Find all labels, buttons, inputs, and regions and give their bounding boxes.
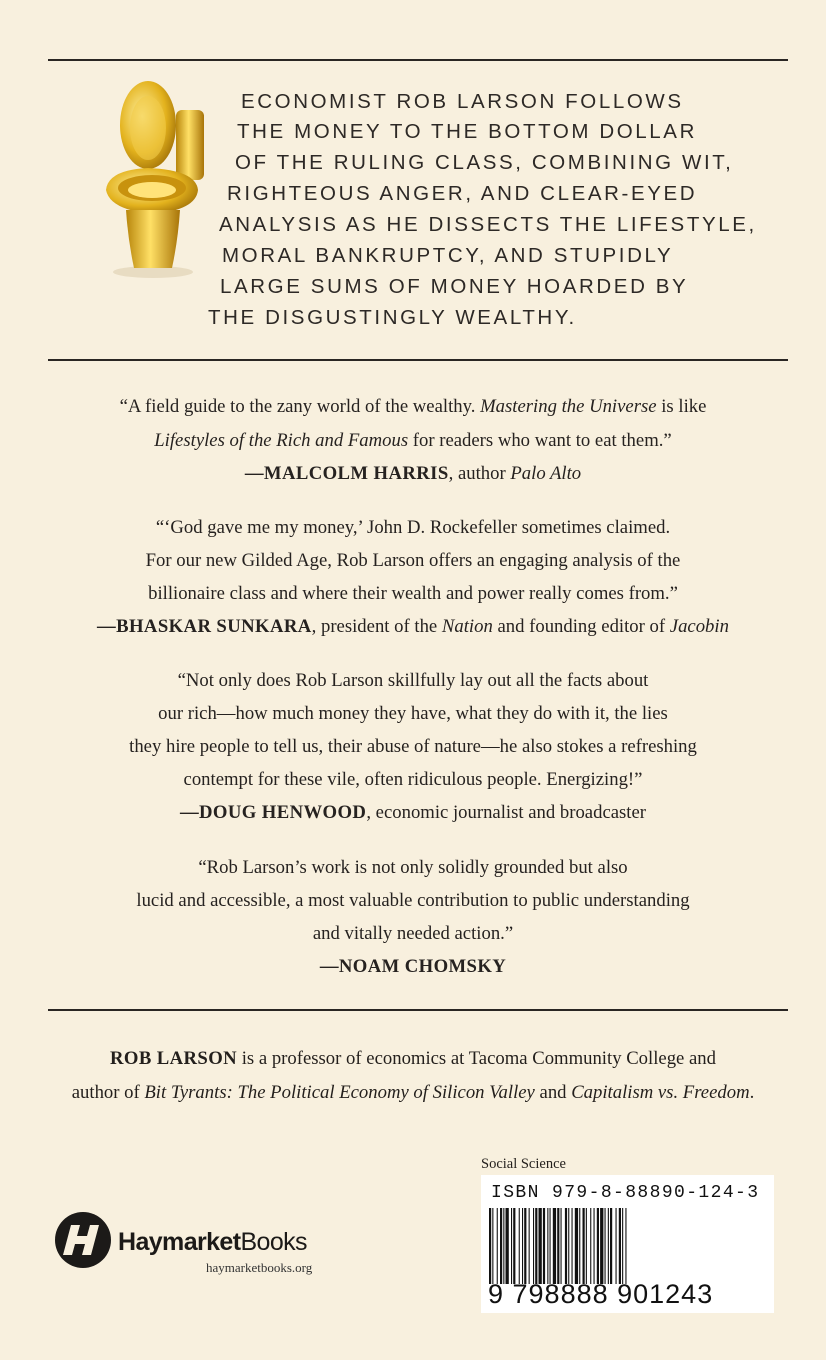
quote-line: “Not only does Rob Larson skillfully lay out all the facts about [177, 670, 649, 691]
quote-line [0, 430, 826, 452]
bio-text: . [749, 1082, 755, 1103]
barcode-bar [590, 1208, 591, 1284]
blurb-line: THE MONEY TO THE BOTTOM DOLLAR [237, 120, 697, 143]
bio-text: and [534, 1082, 572, 1103]
barcode-bars [489, 1208, 767, 1284]
quote-line: they hire people to tell us, their abuse of nature—he also stokes a refreshing [129, 736, 697, 757]
barcode-bar [533, 1208, 534, 1284]
barcode-bar [565, 1208, 567, 1284]
barcode-bar [605, 1208, 606, 1284]
quote-line: lucid and accessible, a most valuable contribution to public understanding [136, 890, 690, 911]
barcode-bar [597, 1208, 599, 1284]
barcode-bar [625, 1208, 626, 1284]
bio-text: is a professor of economics at Tacoma Community College and [237, 1048, 716, 1069]
barcode-bar [513, 1208, 515, 1284]
author-role: , president of the [311, 616, 442, 637]
blurb-line: ECONOMIST ROB LARSON FOLLOWS [241, 90, 684, 113]
barcode-bar [619, 1208, 621, 1284]
blurb-line: THE DISGUSTINGLY WEALTHY. [208, 306, 577, 329]
barcode-bar [583, 1208, 585, 1284]
show-title: Lifestyles of the Rich and Famous [154, 430, 409, 451]
quote-author: —BHASKAR SUNKARA [97, 616, 312, 637]
barcode-bar [586, 1208, 587, 1284]
quote-line: and vitally needed action.” [312, 923, 514, 944]
barcode-bar [608, 1208, 609, 1284]
quote-attribution [0, 802, 826, 824]
barcode-bar [575, 1208, 578, 1284]
quote-line: contempt for these vile, often ridiculous people. Energizing!” [183, 769, 643, 790]
quote-author: —MALCOLM HARRIS [244, 463, 449, 484]
book-title: Palo Alto [510, 463, 582, 484]
bio-line [0, 1048, 826, 1070]
barcode-bar [519, 1208, 520, 1284]
barcode-bar [550, 1208, 551, 1284]
quote-line [0, 396, 826, 418]
barcode-bar [503, 1208, 504, 1284]
barcode-bar [610, 1208, 612, 1284]
blurb-line: OF THE RULING CLASS, COMBINING WIT, [235, 151, 734, 174]
barcode-bar [568, 1208, 569, 1284]
barcode-bar [529, 1208, 530, 1284]
quote-attribution [0, 463, 826, 485]
book-title: Mastering the Universe [480, 396, 657, 417]
isbn-label: ISBN 979-8-88890-124-3 [491, 1183, 760, 1203]
blurb-line: MORAL BANKRUPTCY, AND STUPIDLY [222, 244, 674, 267]
quote-text: “A field guide to the zany world of the wealthy. [119, 396, 481, 417]
blurb-line: LARGE SUMS OF MONEY HOARDED BY [220, 275, 689, 298]
publication-title: Jacobin [669, 616, 729, 637]
barcode-bar [497, 1208, 498, 1284]
quote-author: —DOUG HENWOOD [179, 802, 367, 823]
quote-line: “Rob Larson’s work is not only solidly grounded but also [198, 857, 628, 878]
publisher-name [118, 1228, 307, 1257]
blurb-bottom-rule [48, 359, 788, 361]
isbn-barcode [481, 1175, 774, 1313]
barcode-bar [616, 1208, 617, 1284]
quote-attribution [0, 616, 826, 638]
quote-line: billionaire class and where their wealth and power really comes from.” [148, 583, 678, 604]
blurb-line: RIGHTEOUS ANGER, AND CLEAR-EYED [227, 182, 698, 205]
barcode-bar [547, 1208, 548, 1284]
quote-text: for readers who want to eat them.” [408, 430, 672, 451]
barcode-bar [524, 1208, 526, 1284]
barcode-bar [492, 1208, 493, 1284]
quote-line: our rich—how much money they have, what they do with it, the lies [158, 703, 668, 724]
haymarket-logo-icon [54, 1211, 112, 1269]
quotes-bottom-rule [48, 1009, 788, 1011]
author-role: , economic journalist and broadcaster [366, 802, 647, 823]
barcode-bar [500, 1208, 502, 1284]
barcode-bar [543, 1208, 545, 1284]
author-role: , author [448, 463, 511, 484]
barcode-bar [622, 1208, 623, 1284]
bio-line [0, 1082, 826, 1104]
quote-attribution [0, 956, 826, 978]
barcode-bar [553, 1208, 556, 1284]
barcode-bar [511, 1208, 512, 1284]
barcode-bar [506, 1208, 509, 1284]
quote-author: —NOAM CHOMSKY [319, 956, 507, 977]
barcode-bar [594, 1208, 595, 1284]
barcode-bar [557, 1208, 559, 1284]
publisher-name-regular: Books [240, 1228, 307, 1256]
publication-title: Nation [441, 616, 493, 637]
quote-text: is like [656, 396, 707, 417]
author-role: and founding editor of [492, 616, 670, 637]
gold-toilet-icon [98, 80, 208, 280]
publisher-url: haymarketbooks.org [206, 1260, 313, 1275]
quote-line: For our new Gilded Age, Rob Larson offers an engaging analysis of the [145, 550, 681, 571]
barcode-bar [600, 1208, 603, 1284]
barcode-bar [572, 1208, 573, 1284]
publisher-name-bold: Haymarket [118, 1228, 241, 1256]
ean-digits: 9 798888 901243 [488, 1279, 714, 1309]
barcode-bar [561, 1208, 562, 1284]
barcode-bar [489, 1208, 491, 1284]
book-title: Capitalism vs. Freedom [571, 1082, 750, 1103]
barcode-bar [522, 1208, 523, 1284]
top-rule [48, 59, 788, 61]
bio-text: author of [71, 1082, 145, 1103]
blurb-line: ANALYSIS AS HE DISSECTS THE LIFESTYLE, [219, 213, 757, 236]
category-label: Social Science [481, 1156, 566, 1172]
barcode-bar [579, 1208, 580, 1284]
barcode-bar [539, 1208, 542, 1284]
author-name: ROB LARSON [110, 1048, 238, 1069]
book-title: Bit Tyrants: The Political Economy of Silicon Valley [144, 1082, 535, 1103]
barcode-bar [535, 1208, 537, 1284]
quote-line: “‘God gave me my money,’ John D. Rockefeller sometimes claimed. [155, 517, 671, 538]
